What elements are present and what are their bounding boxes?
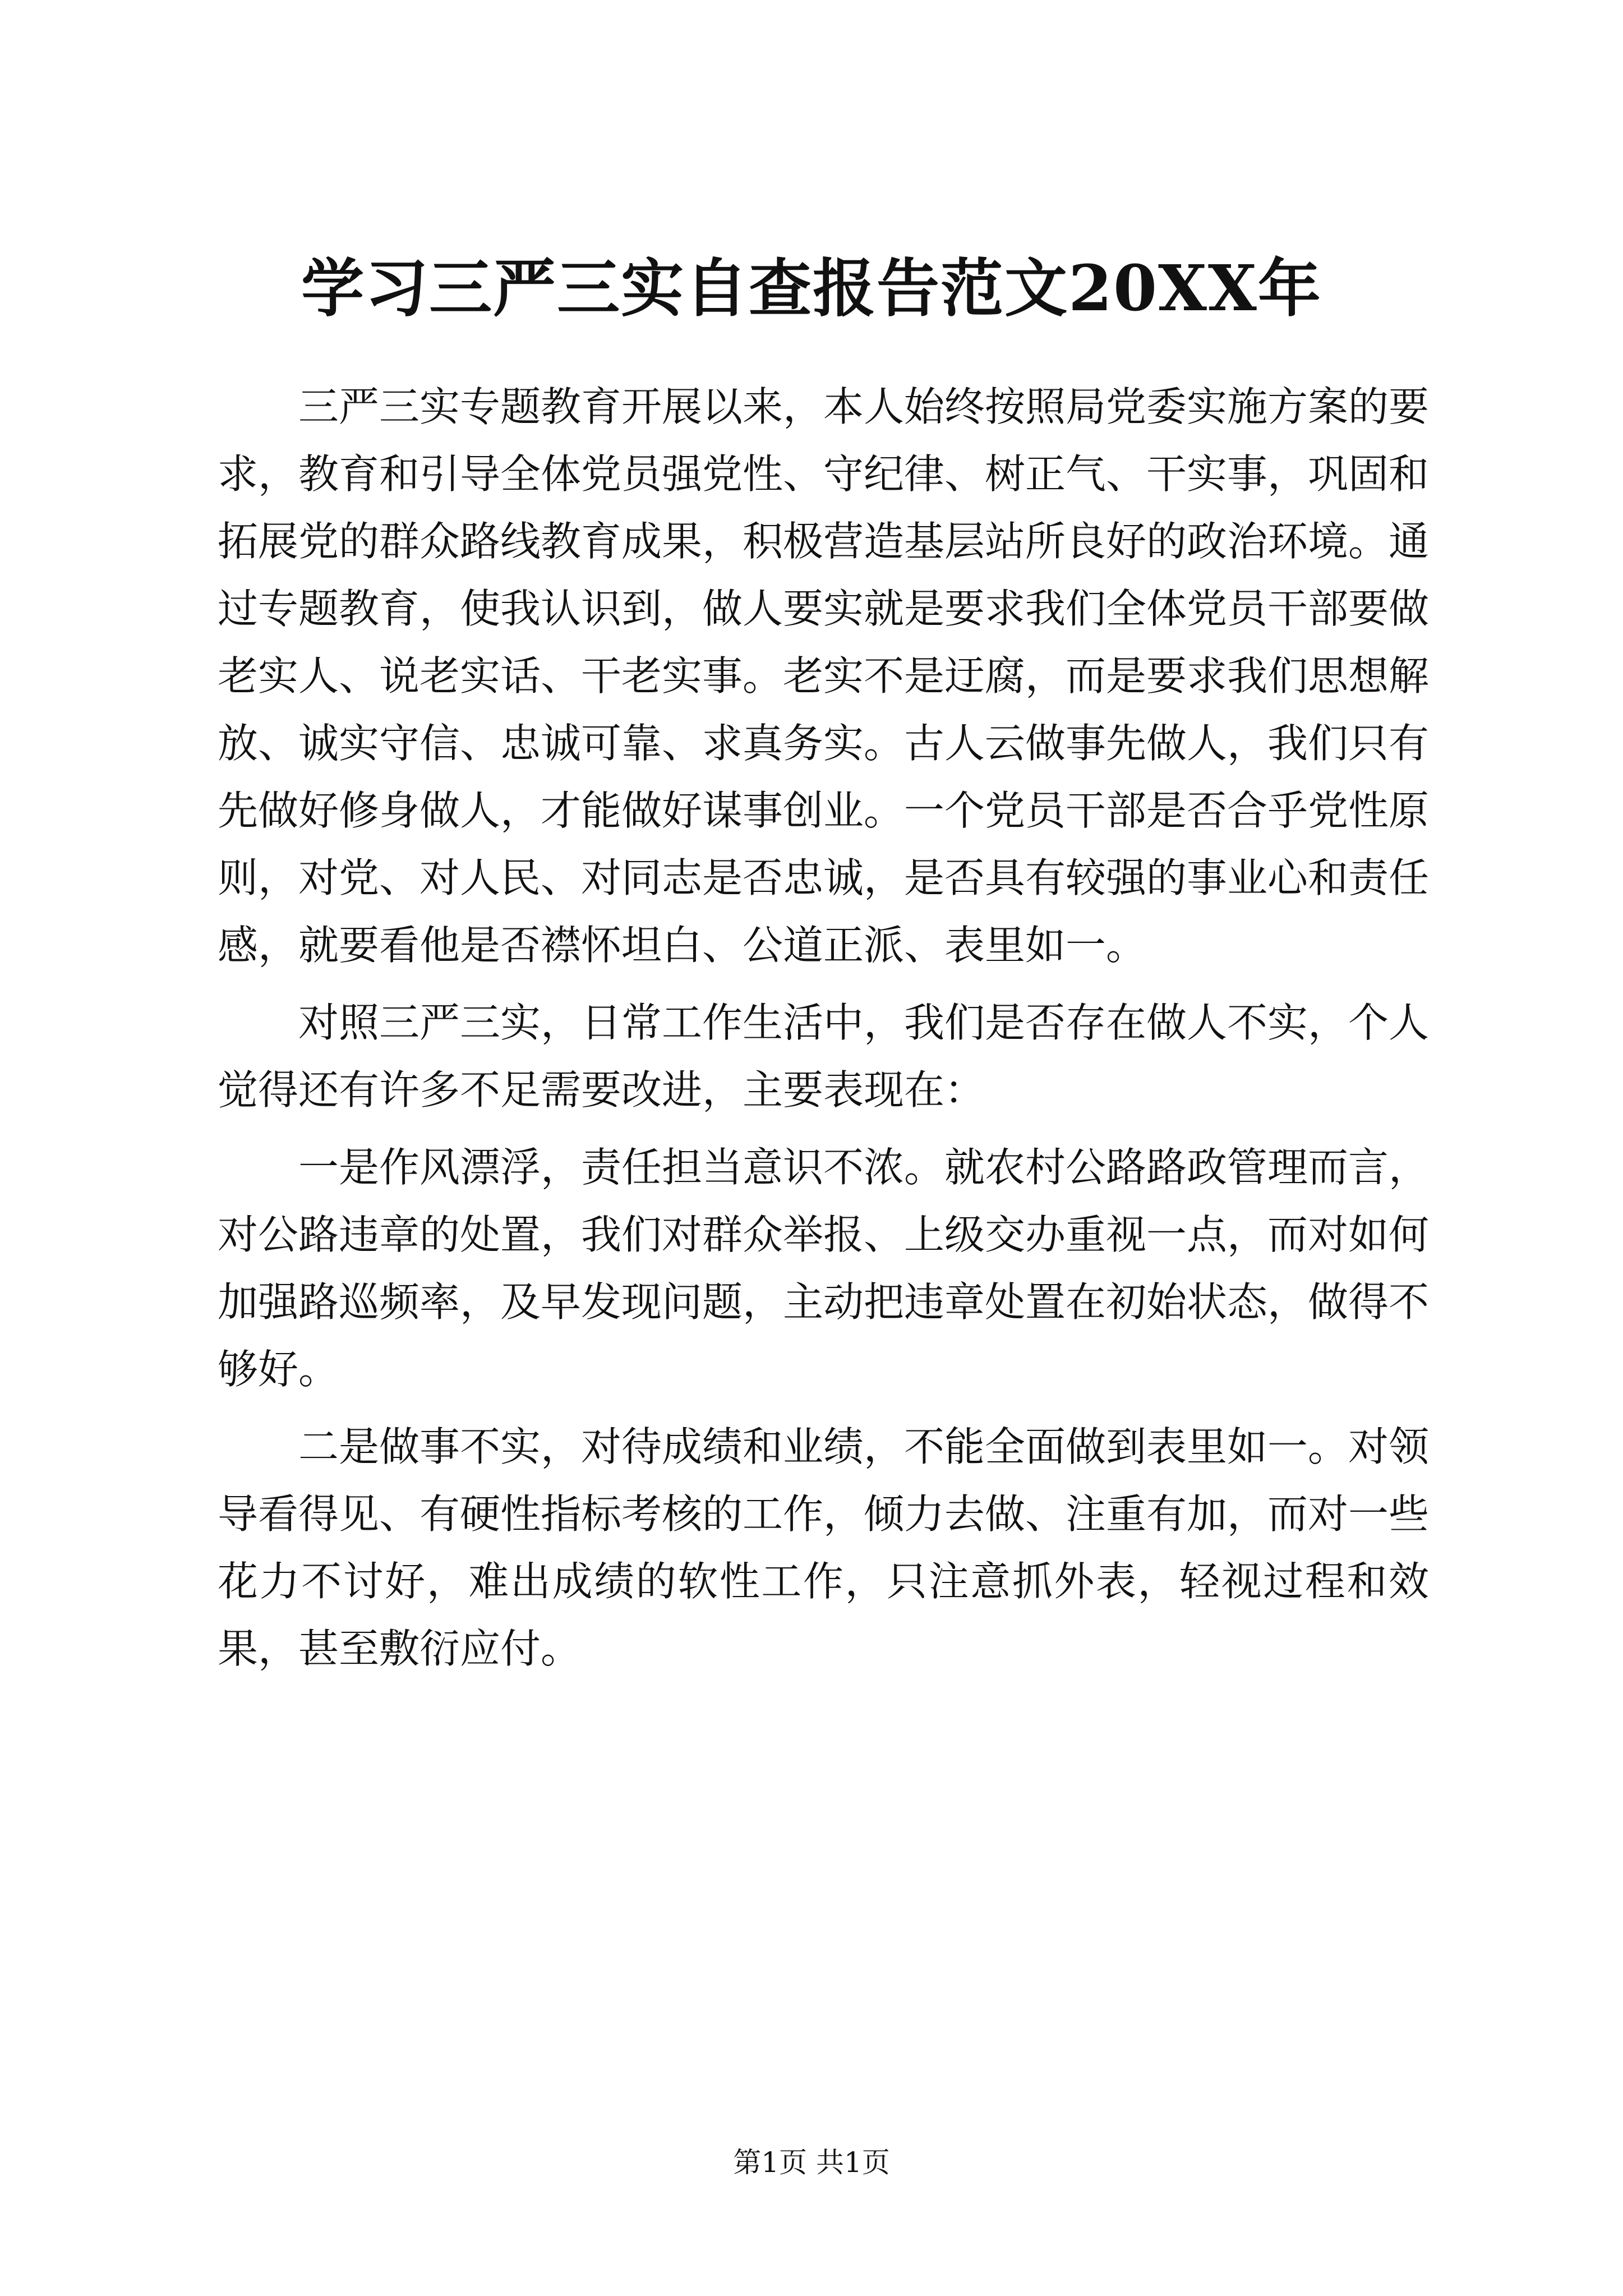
paragraph-point-two: 二是做事不实，对待成绩和业绩，不能全面做到表里如一。对领导看得见、有硬性指标考核的工作，倾力去做、注重有加，而对一些花力不讨好，难出成绩的软性工作，只注意抓外表，轻视过程和效果，甚至敷衍应付。 <box>218 1423 1430 1672</box>
document-body <box>218 373 1429 1682</box>
paragraph-point-one: 一是作风漂浮，责任担当意识不浓。就农村公路路政管理而言，对公路违章的处置，我们对群众举报、上级交办重视一点，而对如何加强路巡频率，及早发现问题，主动把违章处置在初始状态，做得不够好。 <box>218 1144 1430 1393</box>
document-title: 学习三严三实自查报告范文20XX年 <box>301 252 1322 325</box>
page-number-footer: 第1页 共1页 <box>733 2146 890 2179</box>
paragraph-self-check: 对照三严三实，日常工作生活中，我们是否存在做人不实，个人觉得还有许多不足需要改进，主要表现在： <box>218 999 1430 1114</box>
paragraph-intro: 三严三实专题教育开展以来，本人始终按照局党委实施方案的要求，教育和引导全体党员强党性、守纪律、树正气、干实事，巩固和拓展党的群众路线教育成果，积极营造基层站所良好的政治环境。通过专题教育，使我认识到，做人要实就是要求我们全体党员干部要做老实人、说老实话、干老实事。老实不是迂腐，而是要求我们思想解放、诚实守信、忠诚可靠、求真务实。古人云做事先做人，我们只有先做好修身做人，才能做好谋事创业。一个党员干部是否合乎党性原则，对党、对人民、对同志是否忠诚，是否具有较强的事业心和责任感，就要看他是否襟怀坦白、公道正派、表里如一。 <box>218 383 1430 969</box>
